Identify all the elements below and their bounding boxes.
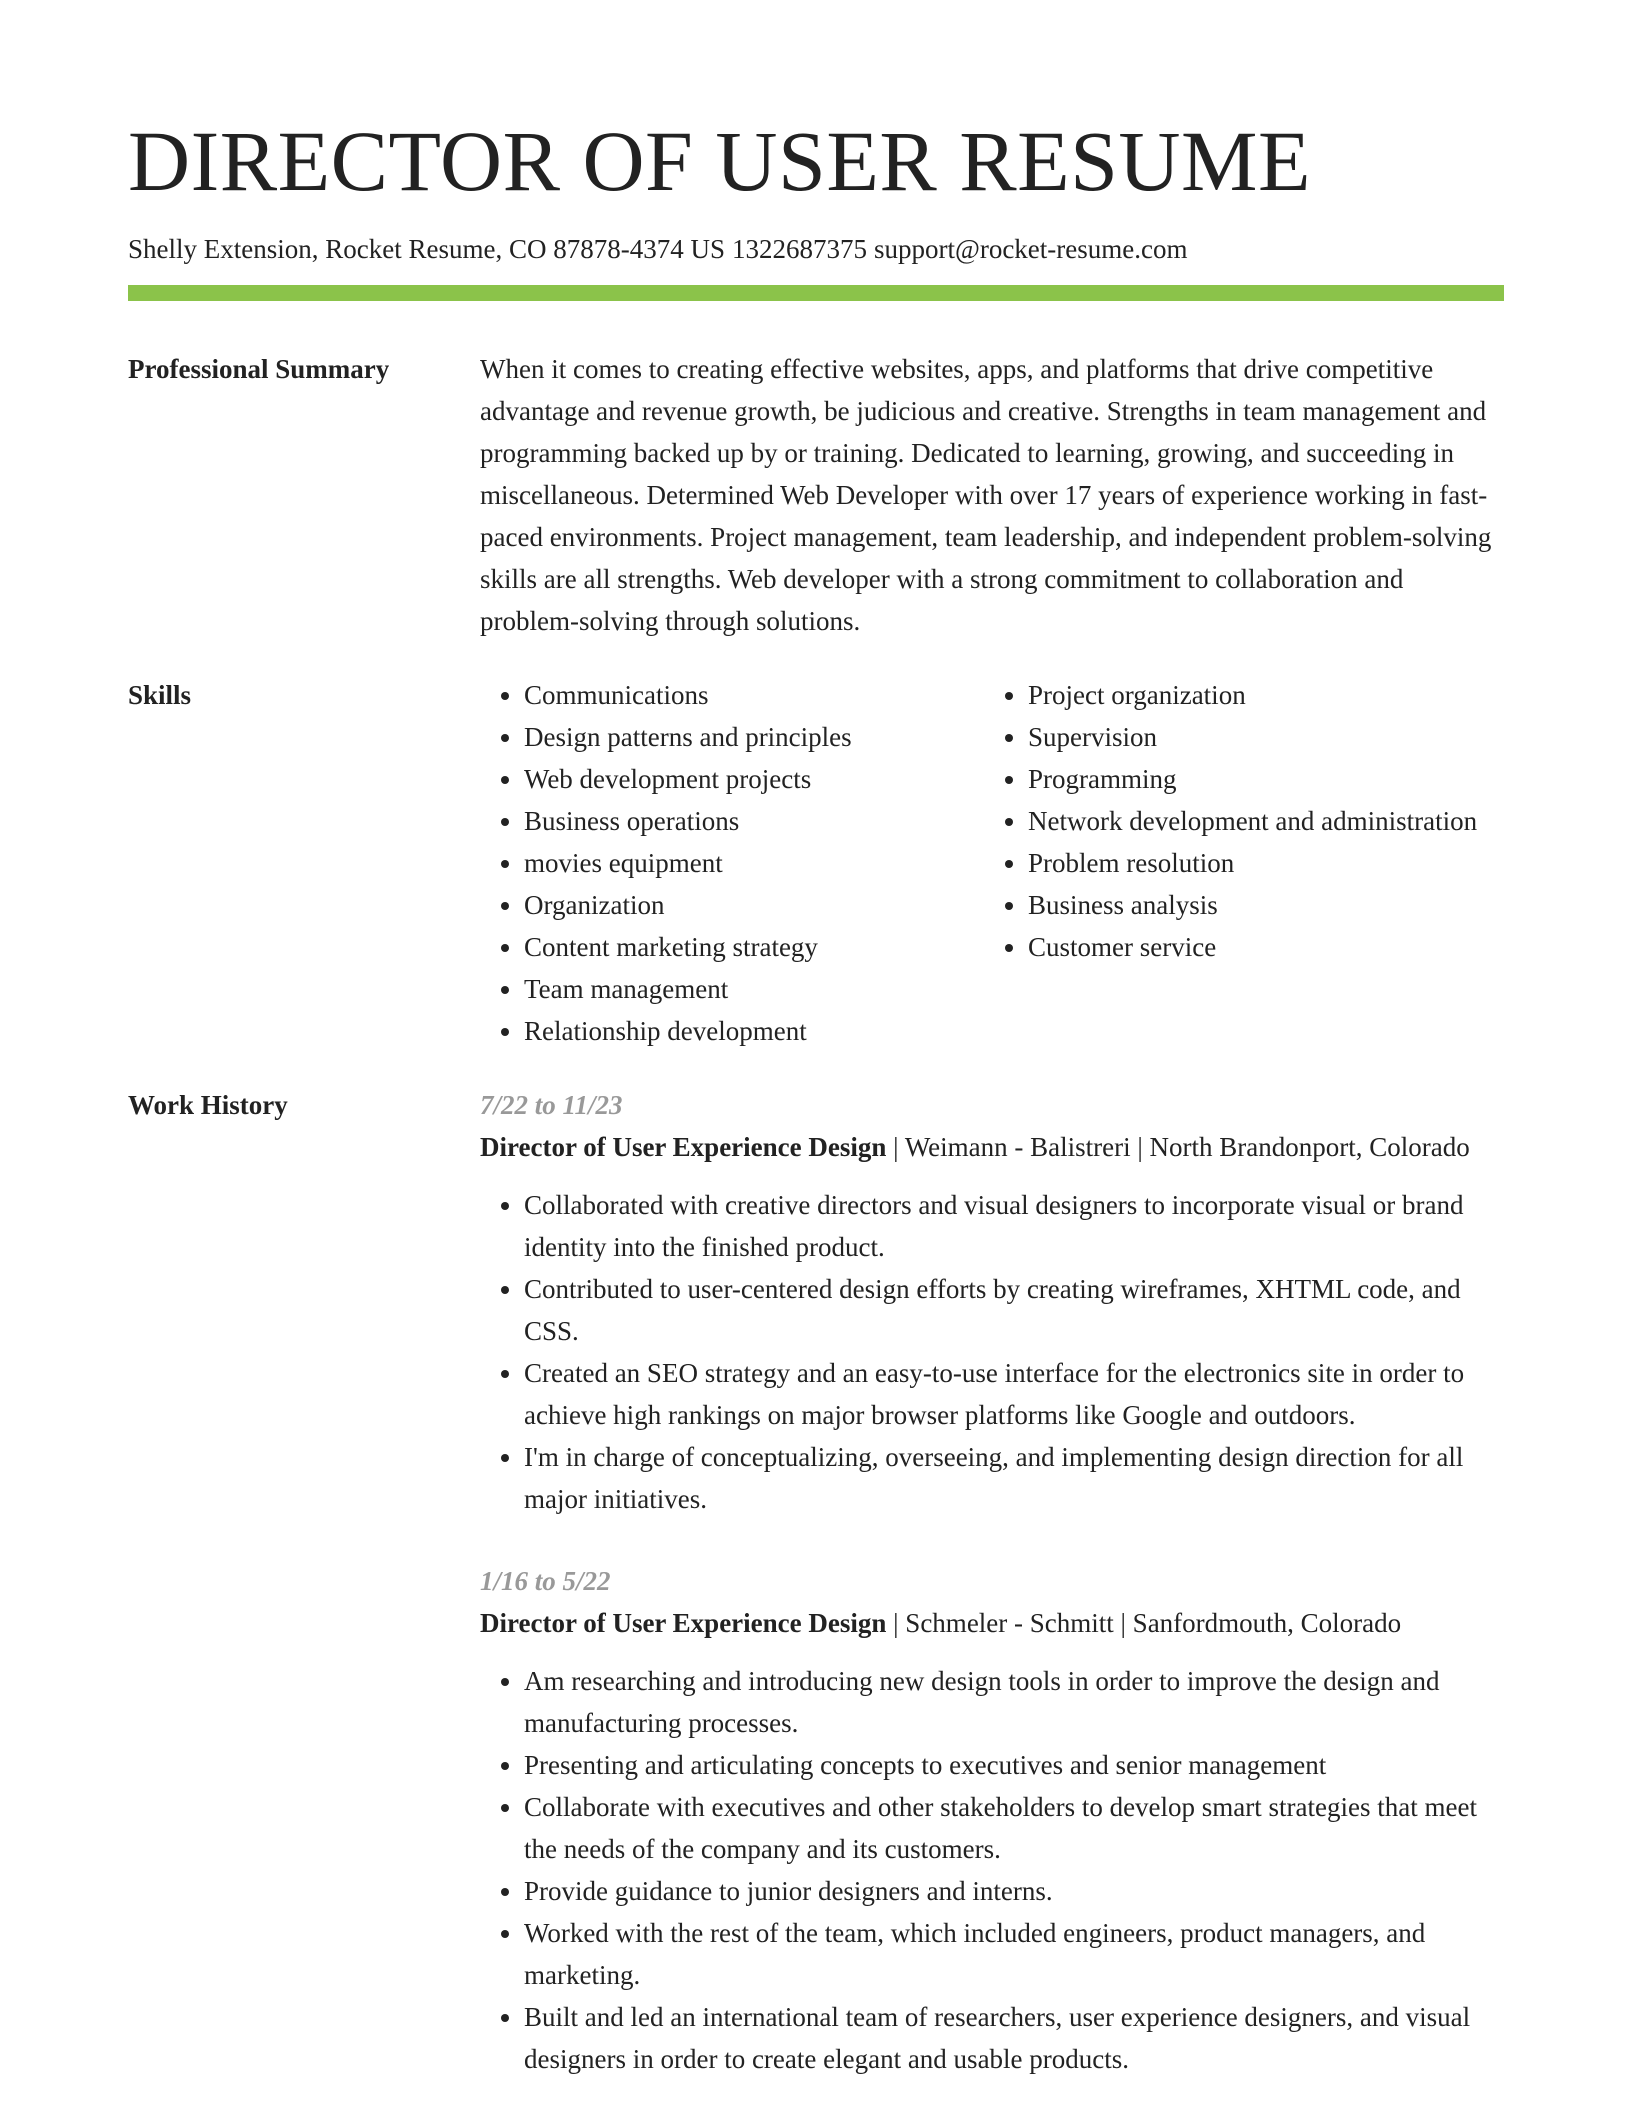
summary-body <box>480 348 1504 642</box>
skill-item: • Customer service <box>1028 926 1488 968</box>
skill-item: • Organization <box>524 884 984 926</box>
job-employer-location: | Schmeler - Schmitt | Sanfordmouth, Colorado <box>886 1608 1402 1638</box>
job-employer-location: | Weimann - Balistreri | North Brandonport, Colorado <box>886 1132 1470 1162</box>
job-heading <box>480 1126 1504 1168</box>
skills-list-right <box>984 674 1488 1052</box>
job-bullet-list <box>480 1660 1504 2080</box>
skill-item: • Web development projects <box>524 758 984 800</box>
skill-item: • movies equipment <box>524 842 984 884</box>
job-bullet: • Built and led an international team of researchers, user experience designers, and visual designers in order to create elegant and usable products. <box>524 1996 1504 2080</box>
job-bullet: • Worked with the rest of the team, which included engineers, product managers, and marketing. <box>524 1912 1504 1996</box>
summary-heading: Professional Summary <box>128 354 390 384</box>
job-bullet: • Provide guidance to junior designers and interns. <box>524 1870 1504 1912</box>
skill-item: • Supervision <box>1028 716 1488 758</box>
skill-item: • Network development and administration <box>1028 800 1488 842</box>
resume-title: DIRECTOR OF USER RESUME <box>128 113 1312 209</box>
skill-item: • Content marketing strategy <box>524 926 984 968</box>
skill-item: • Business analysis <box>1028 884 1488 926</box>
job-bullet: • Am researching and introducing new design tools in order to improve the design and manufacturing processes. <box>524 1660 1504 1744</box>
job-bullet: • Created an SEO strategy and an easy-to-use interface for the electronics site in order to achieve high rankings on major browser platforms like Google and outdoors. <box>524 1352 1504 1436</box>
contact-email: support@rocket-resume.com <box>873 234 1188 264</box>
skill-item: • Problem resolution <box>1028 842 1488 884</box>
skill-item: • Design patterns and principles <box>524 716 984 758</box>
work-history-heading: Work History <box>128 1090 288 1120</box>
job-bullet: • Collaborate with executives and other stakeholders to develop smart strategies that meet the needs of the company and its customers. <box>524 1786 1504 1870</box>
job-entry <box>480 1560 1504 2080</box>
job-dates: 7/22 to 11/23 <box>480 1090 623 1120</box>
skill-item: • Communications <box>524 674 984 716</box>
skills-body <box>480 674 1504 1052</box>
skills-list-left <box>480 674 984 1052</box>
skill-item: • Project organization <box>1028 674 1488 716</box>
skill-item: • Team management <box>524 968 984 1010</box>
job-heading <box>480 1602 1504 1644</box>
header-divider <box>128 285 1504 301</box>
skill-item: • Relationship development <box>524 1010 984 1052</box>
skills-heading: Skills <box>128 680 192 710</box>
job-entry <box>480 1084 1504 1520</box>
summary-text: When it comes to creating effective websites, apps, and platforms that drive competitive advantage and revenue growth, be judicious and creative. Strengths in team management and programming backed up by or training. Dedicated to learning, growing, and succeeding in miscellaneous. Determined Web Developer with over 17 years of experience working in fast-paced environments. Project management, team leadership, and independent problem-solving skills are all strengths. Web developer with a strong commitment to collaboration and problem-solving through solutions. <box>480 354 1492 636</box>
job-bullet: • I'm in charge of conceptualizing, overseeing, and implementing design direction for all major initiatives. <box>524 1436 1504 1520</box>
job-title: Director of User Experience Design <box>480 1608 887 1638</box>
job-bullet: • Contributed to user-centered design efforts by creating wireframes, XHTML code, and CSS. <box>524 1268 1504 1352</box>
contact-address: Shelly Extension, Rocket Resume, CO 87878-4374 US <box>128 234 725 264</box>
job-bullet: • Collaborated with creative directors and visual designers to incorporate visual or brand identity into the finished product. <box>524 1184 1504 1268</box>
job-bullet: • Presenting and articulating concepts to executives and senior management <box>524 1744 1504 1786</box>
contact-info <box>128 231 1195 267</box>
job-dates: 1/16 to 5/22 <box>480 1566 611 1596</box>
job-bullet-list <box>480 1184 1504 1520</box>
skill-item: • Business operations <box>524 800 984 842</box>
work-history-body <box>480 1084 1504 2080</box>
job-title: Director of User Experience Design <box>480 1132 887 1162</box>
contact-phone: 1322687375 <box>731 234 867 264</box>
skill-item: • Programming <box>1028 758 1488 800</box>
